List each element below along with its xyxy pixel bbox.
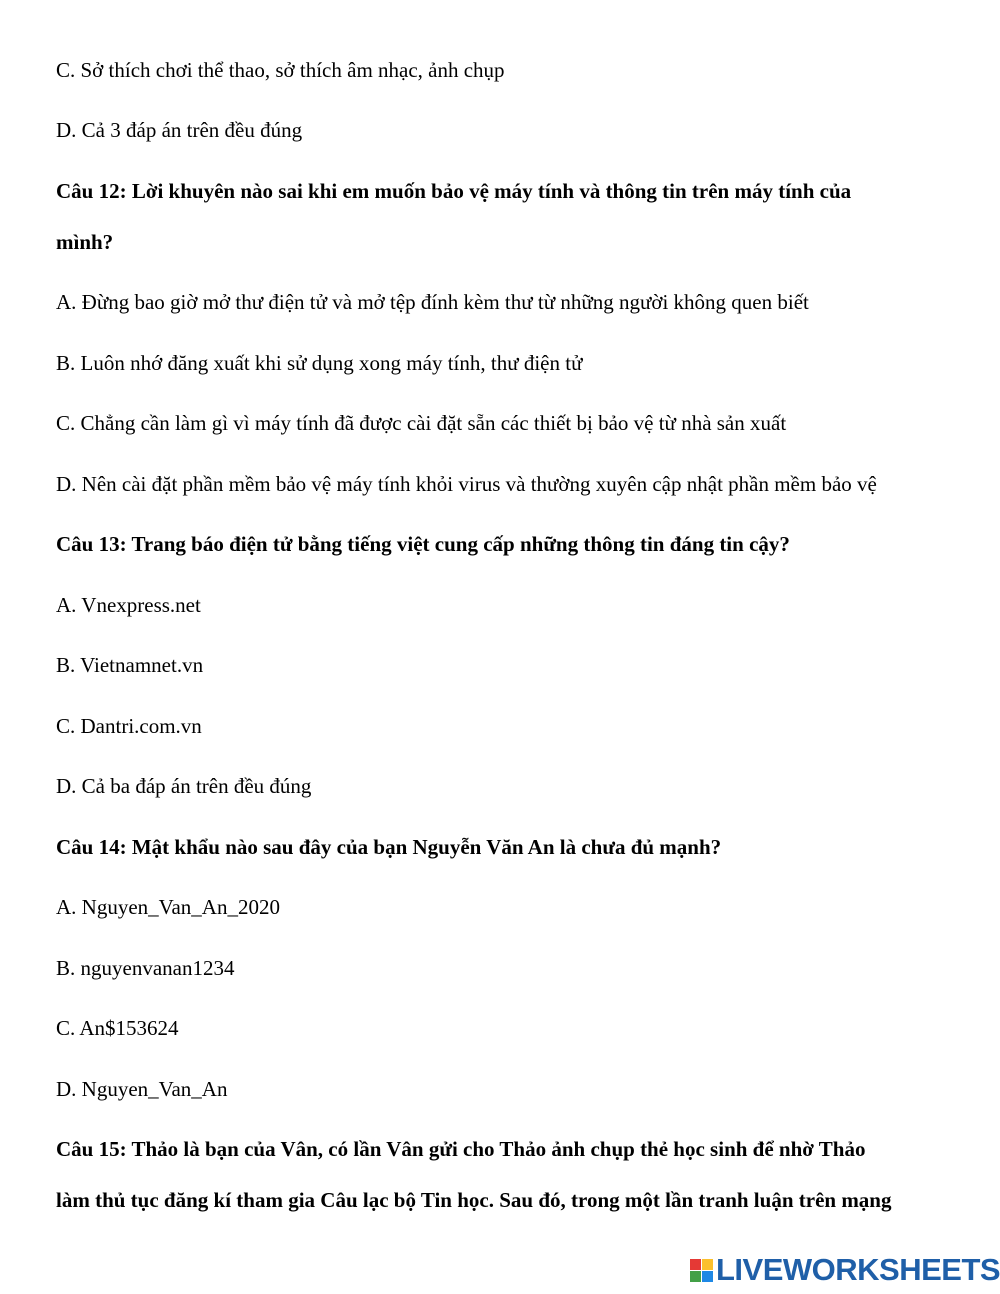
logo-text: LIVEWORKSHEETS [716, 1252, 1000, 1287]
option-13-b: B. Vietnamnet.vn [56, 653, 204, 677]
logo-icon [690, 1259, 713, 1282]
logo-tile-blue [702, 1271, 713, 1282]
question-12-line-1: Câu 12: Lời khuyên nào sai khi em muốn bảo vệ máy tính và thông tin trên máy tính của [56, 179, 852, 203]
option-13-a: A. Vnexpress.net [56, 593, 201, 617]
option-11-c: C. Sở thích chơi thể thao, sở thích âm nhạc, ảnh chụp [56, 58, 505, 82]
logo-tile-yellow [702, 1259, 713, 1270]
option-13-c: C. Dantri.com.vn [56, 714, 202, 738]
question-13: Câu 13: Trang báo điện tử bằng tiếng việt cung cấp những thông tin đáng tin cậy? [56, 532, 790, 556]
liveworksheets-logo [690, 1252, 1000, 1288]
option-14-b: B. nguyenvanan1234 [56, 956, 235, 980]
logo-tile-red [690, 1259, 701, 1270]
option-12-a: A. Đừng bao giờ mở thư điện tử và mở tệp đính kèm thư từ những người không quen biết [56, 290, 809, 314]
option-13-d: D. Cả ba đáp án trên đều đúng [56, 774, 312, 798]
question-12-line-2: mình? [56, 230, 114, 254]
option-12-d: D. Nên cài đặt phần mềm bảo vệ máy tính khỏi virus và thường xuyên cập nhật phần mềm bảo vệ [56, 472, 877, 496]
option-14-d: D. Nguyen_Van_An [56, 1077, 228, 1101]
option-12-b: B. Luôn nhớ đăng xuất khi sử dụng xong máy tính, thư điện tử [56, 351, 583, 375]
option-11-d: D. Cả 3 đáp án trên đều đúng [56, 118, 303, 142]
question-15-line-1: Câu 15: Thảo là bạn của Vân, có lần Vân gửi cho Thảo ảnh chụp thẻ học sinh để nhờ Thảo [56, 1137, 866, 1161]
option-14-c: C. An$153624 [56, 1016, 179, 1040]
logo-tile-green [690, 1271, 701, 1282]
option-14-a: A. Nguyen_Van_An_2020 [56, 895, 280, 919]
question-14: Câu 14: Mật khẩu nào sau đây của bạn Nguyễn Văn An là chưa đủ mạnh? [56, 835, 722, 859]
question-15-line-2: làm thủ tục đăng kí tham gia Câu lạc bộ Tin học. Sau đó, trong một lần tranh luận trên mạng [56, 1188, 892, 1212]
option-12-c: C. Chẳng cần làm gì vì máy tính đã được cài đặt sẵn các thiết bị bảo vệ từ nhà sản xuất [56, 411, 787, 435]
